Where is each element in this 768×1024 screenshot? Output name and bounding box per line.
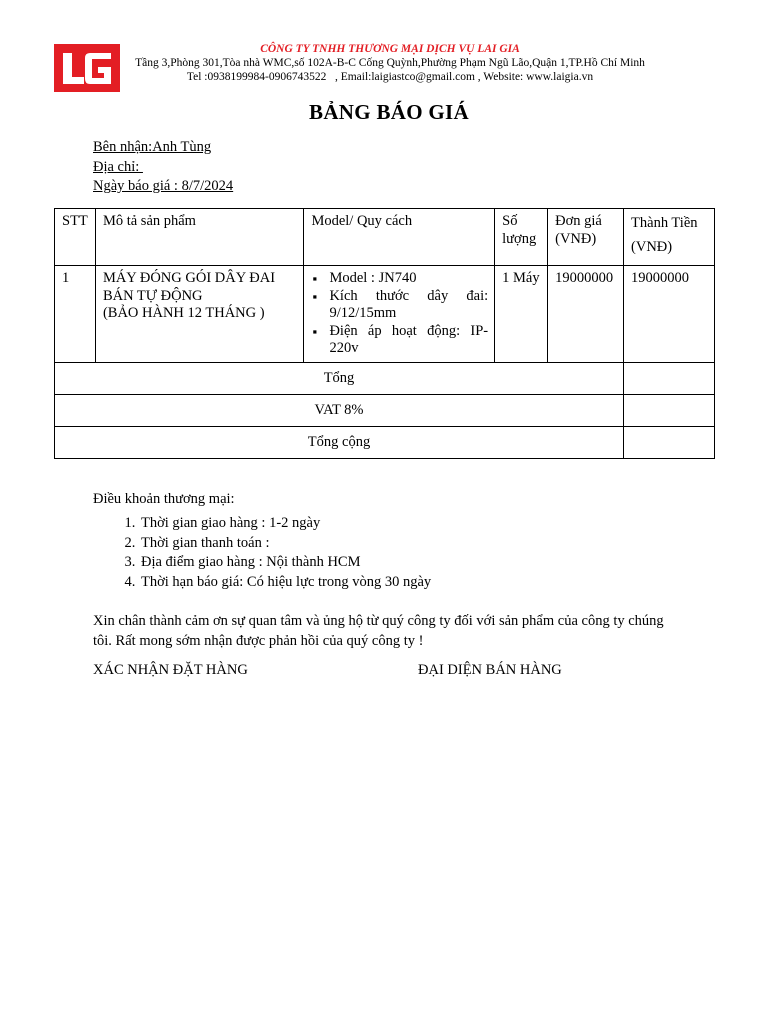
terms-list xyxy=(93,514,431,592)
company-address: Tầng 3,Phòng 301,Tòa nhà WMC,số 102A-B-C Cống Quỳnh,Phường Phạm Ngũ Lão,Quận 1,TP.Hồ Chí Minh xyxy=(135,57,645,69)
row-model xyxy=(304,266,495,363)
spec-item: ▪ Model : JN740 xyxy=(329,270,488,288)
company-logo xyxy=(54,44,120,92)
table-header-row xyxy=(55,209,715,266)
recipient-address: Địa chỉ: xyxy=(93,158,143,175)
company-contact: Tel :0938199984-0906743522 , Email:laigiastco@gmail.com , Website: www.laigia.vn xyxy=(186,71,594,83)
subtotal-row xyxy=(55,363,715,395)
order-confirmation-label: XÁC NHẬN ĐẶT HÀNG xyxy=(93,662,248,678)
company-name: CÔNG TY TNHH THƯƠNG MẠI DỊCH VỤ LAI GIA xyxy=(260,43,520,55)
header-quantity: Số lượng xyxy=(495,209,548,266)
row-description-name: MÁY ĐÓNG GÓI DÂY ĐAI BÁN TỰ ĐỘNG xyxy=(102,270,276,304)
terms-item: 2. Thời gian thanh toán : xyxy=(139,534,431,554)
sales-representative-label: ĐẠI DIỆN BÁN HÀNG xyxy=(418,662,562,678)
grand-total-label: Tổng cộng xyxy=(55,427,624,459)
row-quantity: 1 Máy xyxy=(495,266,548,363)
spec-list xyxy=(311,270,488,358)
row-stt: 1 xyxy=(55,266,96,363)
header-description: Mô tả sản phẩm xyxy=(95,209,304,266)
subtotal-label: Tổng xyxy=(55,363,624,395)
spec-item: ▪ Điện áp hoạt động: IP-220v xyxy=(329,323,488,358)
table-row xyxy=(55,266,715,363)
vat-value xyxy=(624,395,715,427)
terms-item: 4. Thời hạn báo giá: Có hiệu lực trong vòng 30 ngày xyxy=(139,573,431,593)
row-description xyxy=(95,266,304,363)
header-amount xyxy=(624,209,715,266)
terms-title: Điều khoản thương mại: xyxy=(93,491,235,507)
vat-label: VAT 8% xyxy=(55,395,624,427)
terms-item: 3. Địa điểm giao hàng : Nội thành HCM xyxy=(139,553,431,573)
spec-item: ▪ Kích thước dây đai: 9/12/15mm xyxy=(329,288,488,323)
row-unit-price: 19000000 xyxy=(548,266,624,363)
document-title: BẢNG BÁO GIÁ xyxy=(309,100,469,124)
lg-logo-icon xyxy=(54,44,120,92)
grand-total-value xyxy=(624,427,715,459)
grand-total-row xyxy=(55,427,715,459)
subtotal-value xyxy=(624,363,715,395)
header-model: Model/ Quy cách xyxy=(304,209,495,266)
header-unit-price: Đơn giá (VNĐ) xyxy=(548,209,624,266)
quote-table xyxy=(54,208,715,459)
terms-item: 1. Thời gian giao hàng : 1-2 ngày xyxy=(139,514,431,534)
row-description-warranty: (BẢO HÀNH 12 THÁNG ) xyxy=(102,305,265,321)
header-stt: STT xyxy=(55,209,96,266)
thank-you-note: Xin chân thành cảm ơn sự quan tâm và ủng hộ từ quý công ty đối với sản phẩm của công ty chúng tôi. Rất mong sớm nhận được phản hồi của quý công ty ! xyxy=(93,613,664,649)
recipient-block xyxy=(93,138,233,197)
company-header xyxy=(120,42,660,84)
header-amount-line2: (VNĐ) xyxy=(631,239,673,255)
vat-row xyxy=(55,395,715,427)
quote-date: Ngày báo giá : 8/7/2024 xyxy=(93,178,234,194)
row-amount: 19000000 xyxy=(624,266,715,363)
header-amount-line1: Thành Tiền xyxy=(631,215,698,231)
recipient-name: Bên nhận:Anh Tùng xyxy=(93,139,212,155)
